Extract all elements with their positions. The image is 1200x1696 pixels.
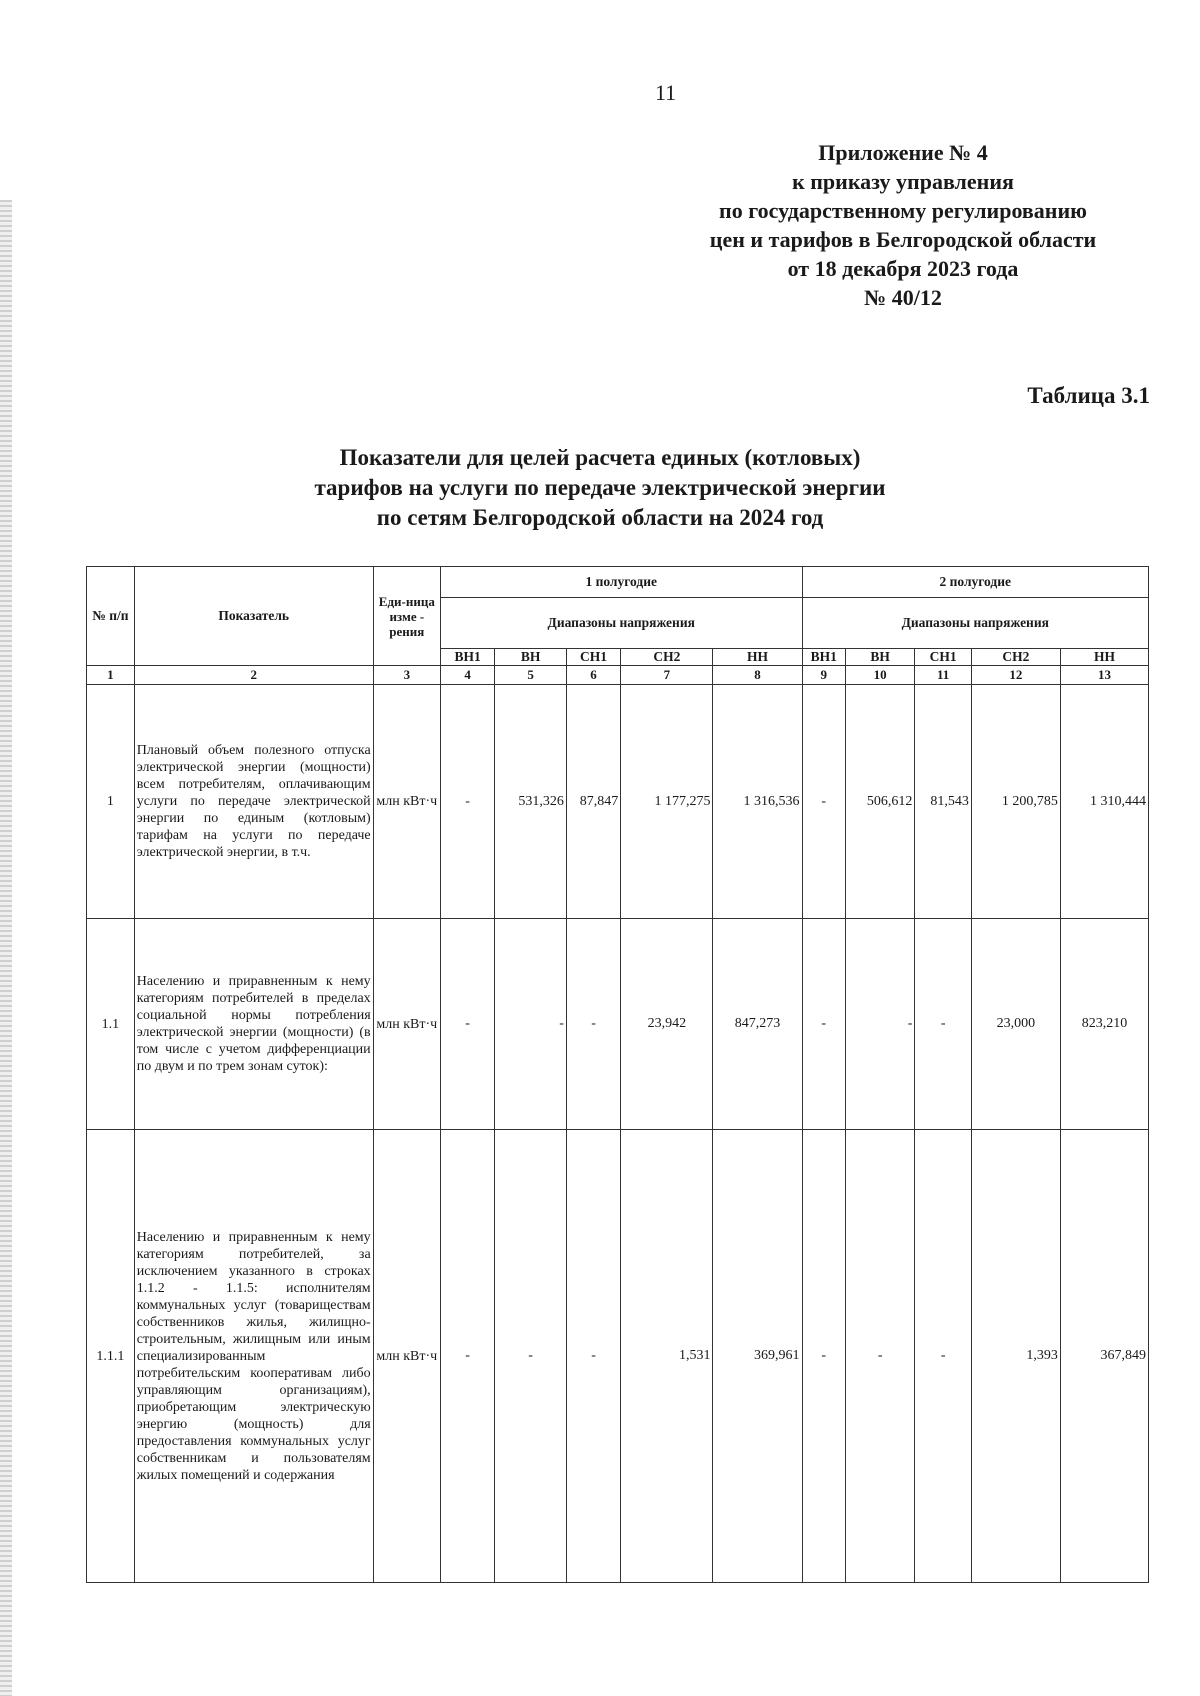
header-ranges-1: Диапазоны напряжения (440, 598, 802, 649)
appendix-line-5: от 18 декабря 2023 года (787, 256, 1019, 281)
row-value: 1 200,785 (971, 685, 1060, 919)
col-number: 1 (87, 666, 135, 685)
header-level: СН1 (915, 649, 971, 666)
indicators-table (86, 566, 1149, 1583)
appendix-line-3: по государственному регулированию (719, 198, 1087, 223)
header-unit: Еди-ница изме - рения (373, 567, 440, 666)
row-value: - (802, 919, 845, 1130)
col-number: 9 (802, 666, 845, 685)
row-value: - (440, 1130, 494, 1583)
row-value: - (915, 1130, 971, 1583)
row-value: - (915, 919, 971, 1130)
col-number: 3 (373, 666, 440, 685)
title-line-1: Показатели для целей расчета единых (котловых) (339, 445, 861, 470)
row-indicator: Населению и приравненным к нему категориям потребителей, за исключением указанного в строках 1.1.2 - 1.1.5: исполнителям коммунальных услуг (товариществам собственников жилья, жилищно-строительным, жилищным или иным специализированным потребительским кооперативам либо управляющим организациям), приобретающим электрическую энергию (мощность) для предоставления коммунальных услуг собственникам и пользователям жилых помещений и содержания (134, 1130, 373, 1583)
column-number-row (87, 666, 1149, 685)
table-row (87, 919, 1149, 1130)
row-number: 1 (87, 685, 135, 919)
row-value: 23,942 (621, 919, 713, 1130)
row-value: - (802, 685, 845, 919)
row-value: - (440, 919, 494, 1130)
col-number: 10 (845, 666, 914, 685)
row-value: 81,543 (915, 685, 971, 919)
table-row (87, 1130, 1149, 1583)
row-value: - (495, 919, 567, 1130)
header-level: ВН1 (440, 649, 494, 666)
col-number: 7 (621, 666, 713, 685)
col-number: 4 (440, 666, 494, 685)
appendix-line-6: № 40/12 (864, 285, 942, 310)
header-level: ВН1 (802, 649, 845, 666)
row-value: - (495, 1130, 567, 1583)
col-number: 2 (134, 666, 373, 685)
row-value: 369,961 (713, 1130, 802, 1583)
row-value: 531,326 (495, 685, 567, 919)
col-number: 6 (566, 666, 620, 685)
row-value: - (566, 1130, 620, 1583)
row-unit: млн кВт·ч (373, 1130, 440, 1583)
page-number: 11 (655, 80, 677, 105)
col-number: 11 (915, 666, 971, 685)
title-line-3: по сетям Белгородской области на 2024 год (376, 505, 824, 530)
appendix-block (660, 138, 1146, 312)
row-indicator: Плановый объем полезного отпуска электрической энергии (мощности) всем потребителям, оплачивающим услуги по передаче электрической энергии по единым (котловым) тарифам на услуги по передаче электрической энергии, в т.ч. (134, 685, 373, 919)
table-label: Таблица 3.1 (1027, 383, 1150, 408)
header-level: СН2 (971, 649, 1060, 666)
row-value: 1 310,444 (1060, 685, 1148, 919)
row-value: 506,612 (845, 685, 914, 919)
row-value: - (845, 1130, 914, 1583)
header-half-2: 2 полугодие (802, 567, 1148, 598)
col-number: 8 (713, 666, 802, 685)
row-number: 1.1.1 (87, 1130, 135, 1583)
header-level: ВН (845, 649, 914, 666)
appendix-line-2: к приказу управления (792, 169, 1014, 194)
appendix-line-1: Приложение № 4 (818, 140, 988, 165)
row-indicator: Населению и приравненным к нему категориям потребителей в пределах социальной нормы потребления электрической энергии (мощности) (в том числе с учетом дифференциации по двум и по трем зонам суток): (134, 919, 373, 1130)
appendix-line-4: цен и тарифов в Белгородской области (709, 227, 1097, 252)
row-value: - (440, 685, 494, 919)
row-value: 823,210 (1060, 919, 1148, 1130)
header-num: № п/п (87, 567, 135, 666)
header-indicator: Показатель (134, 567, 373, 666)
scan-edge (0, 200, 12, 1696)
title-line-2: тарифов на услуги по передаче электрической энергии (314, 475, 886, 500)
row-value: 1,531 (621, 1130, 713, 1583)
row-value: 1,393 (971, 1130, 1060, 1583)
header-level: СН1 (566, 649, 620, 666)
row-value: - (802, 1130, 845, 1583)
row-value: 23,000 (971, 919, 1060, 1130)
row-value: 1 177,275 (621, 685, 713, 919)
row-value: 87,847 (566, 685, 620, 919)
header-ranges-2: Диапазоны напряжения (802, 598, 1148, 649)
row-number: 1.1 (87, 919, 135, 1130)
header-level: ВН (495, 649, 567, 666)
col-number: 13 (1060, 666, 1148, 685)
header-level: НН (1060, 649, 1148, 666)
row-value: - (845, 919, 914, 1130)
row-value: 1 316,536 (713, 685, 802, 919)
row-unit: млн кВт·ч (373, 685, 440, 919)
col-number: 12 (971, 666, 1060, 685)
row-unit: млн кВт·ч (373, 919, 440, 1130)
row-value: 367,849 (1060, 1130, 1148, 1583)
header-level: СН2 (621, 649, 713, 666)
header-half-1: 1 полугодие (440, 567, 802, 598)
col-number: 5 (495, 666, 567, 685)
document-title (290, 443, 910, 533)
table-row (87, 685, 1149, 919)
row-value: - (566, 919, 620, 1130)
row-value: 847,273 (713, 919, 802, 1130)
header-level: НН (713, 649, 802, 666)
